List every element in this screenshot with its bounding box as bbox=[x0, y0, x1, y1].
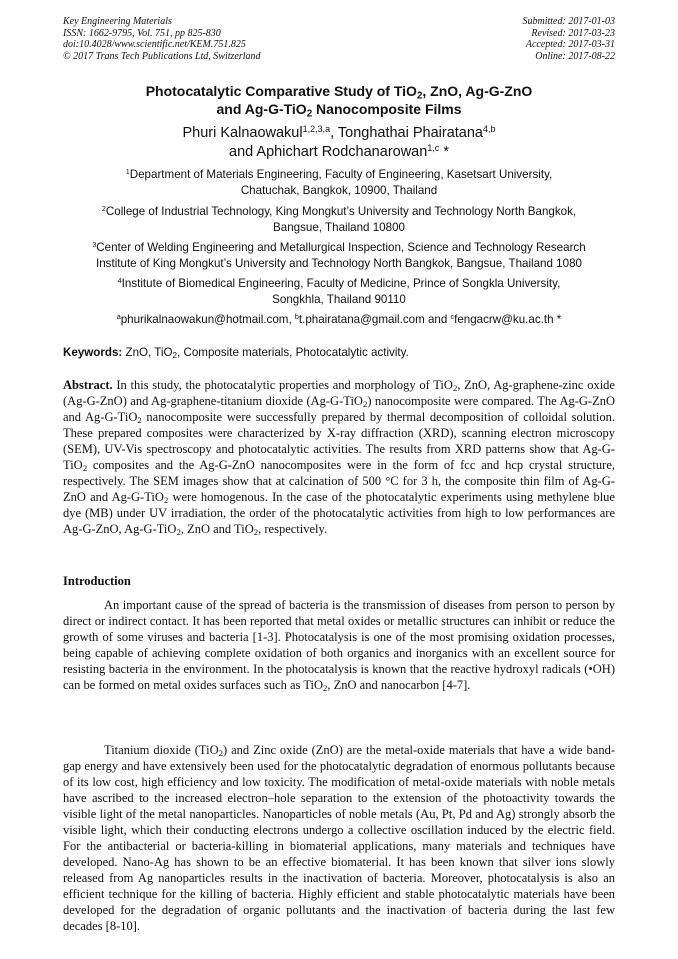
title-line-2: and Ag-G-TiO$_2$ Nanocomposite Films bbox=[216, 101, 462, 120]
intro-paragraph-1: An important cause of the spread of bacteria is the transmission of diseases from person to person by direct or indirect contact. It has been reported that metal oxides or metallic structures can inhibit or reduce the growth of some viruses and bacteria [1-3]. Photocatalysis is one of the most promising oxidation processes, being capable of achieving complete oxidation of both organics and inorganics with an excellent source for resisting bacteria in the environment. In the photocatalysis is known that the reactive hydroxyl radicals (•OH) can be formed on metal oxides surfaces such as TiO$_2$, ZnO and nanocarbon [4-7]. bbox=[63, 598, 615, 694]
keywords: Keywords: ZnO, TiO$_2$, Composite materials, Photocatalytic activity. bbox=[63, 346, 409, 361]
corresponding-author-star: * bbox=[439, 144, 449, 160]
email-link-a[interactable]: phurikalnaowakun@hotmail.com, bbox=[120, 313, 295, 326]
intro-paragraph-2: Titanium dioxide (TiO$_2$) and Zinc oxide (ZnO) are the metal-oxide materials that have a wide band-gap energy and have extensively been used for the photocatalytic degradation of enormous pollutants because of its low cost, high efficiency and low toxicity. The modification of metal-oxide materials with noble metals have ascribed to the increased electron–hole separation to the extension of the photoactivity towards the visible light of the metal nanoparticles. Nanoparticles of noble metals (Au, Pt, Pd and Ag) strongly absorb the visible light, which their conducting electrons undergo a collective oscillation induced by the electric field. For the antibacterial or bacteria-killing in biomaterial applications, many materials and techniques have developed. Nano-Ag has shown to be an effective biomaterial. It has been known that silver ions slowly released from Ag nanoparticles results in the inactivation of bacteria. Moreover, photocatalysis is also an efficient technique for the killing of bacteria. Highly efficient and stable photocatalytic materials have been developed for the degradation of organic pollutants and the inactivation of bacteria during the last few decades [8-10]. bbox=[63, 743, 615, 933]
author-name: Aphichart Rodchanarowan bbox=[256, 144, 428, 160]
issn: ISSN: 1662-9795, Vol. 751, pp 825-830 bbox=[63, 27, 221, 39]
author-list: Phuri Kalnaowakul$^{1,2,3,a}$, Tonghathai Phairatana$^{4,b}$ and Aphichart Rodchanarowan$^{1,c}$ * bbox=[182, 124, 496, 160]
journal-header-left bbox=[63, 16, 261, 62]
keywords-label: Keywords: bbox=[63, 346, 123, 359]
author-name: Tonghathai Phairatana bbox=[337, 125, 483, 141]
section-heading-introduction: Introduction bbox=[63, 574, 131, 588]
doi-link[interactable]: doi:10.4028/www.scientific.net/KEM.751.825 bbox=[63, 39, 246, 51]
revised-date: Revised: 2017-03-23 bbox=[531, 27, 615, 39]
email-link-c[interactable]: fengacrw@ku.ac.th * bbox=[454, 313, 562, 326]
journal-name: Key Engineering Materials bbox=[63, 16, 172, 27]
author-name: Phuri Kalnaowakul bbox=[182, 125, 303, 141]
copyright: © 2017 Trans Tech Publications Ltd, Switzerland bbox=[63, 50, 261, 62]
journal-header-right bbox=[523, 16, 616, 62]
author-emails: $^a$phurikalnaowakun@hotmail.com, $^b$t.phairatana@gmail.com and $^c$fengacrw@ku.ac.th * bbox=[116, 312, 562, 326]
abstract-label: Abstract. bbox=[63, 378, 113, 392]
affiliation-2: $^2$College of Industrial Technology, King Mongkut’s University and Technology North Bangkok, Bangsue, Thailand 10800 bbox=[101, 204, 577, 234]
email-link-b[interactable]: t.phairatana@gmail.com and bbox=[298, 313, 451, 326]
accepted-date: Accepted: 2017-03-31 bbox=[525, 39, 615, 51]
abstract: Abstract. In this study, the photocatalytic properties and morphology of TiO$_2$, ZnO, Ag-graphene-zinc oxide (Ag-G-ZnO) and Ag-graphene-titanium dioxide (Ag-G-TiO$_2$) nanocomposite were compared. The Ag-G-ZnO and Ag-G-TiO$_2$ nanocomposite were successfully prepared by thermal decomposition of colloidal solution. These prepared composites were characterized by X-ray diffraction (XRD), scanning electron microscopy (SEM), UV-Vis spectroscopy and photocatalytic activities. The results from XRD patterns show that Ag-G-TiO$_2$ composites and the Ag-G-ZnO nanocomposites were in the form of fcc and hcp crystal structure, respectively. The SEM images show that at calcination of 500 °C for 3 h, the composite thin film of Ag-G-ZnO and Ag-G-TiO$_2$ were homogenous. In the case of the photocatalytic experiments using methylene blue dye (MB) under UV irradiation, the order of the photocatalytic activities from high to low performances are Ag-G-ZnO, Ag-G-TiO$_2$, ZnO and TiO$_2$, respectively. bbox=[63, 378, 616, 538]
affiliation-3: $^3$Center of Welding Engineering and Metallurgical Inspection, Science and Technology Research Institute of King Mongkut’s University and Technology North Bangkok, Bangsue, Thailand 1080 bbox=[92, 240, 586, 270]
online-date: Online: 2017-08-22 bbox=[535, 50, 615, 62]
affiliation-4: $^4$Institute of Biomedical Engineering, Faculty of Medicine, Prince of Songkla University, Songkhla, Thailand 90110 bbox=[117, 276, 561, 306]
affiliation-1: $^1$Department of Materials Engineering, Faculty of Engineering, Kasetsart University, Chatuchak, Bangkok, 10900, Thailand bbox=[125, 167, 553, 197]
submitted-date: Submitted: 2017-01-03 bbox=[522, 16, 615, 27]
paper-title bbox=[0, 82, 678, 118]
title-line-1: Photocatalytic Comparative Study of TiO$_2$, ZnO, Ag-G-ZnO bbox=[145, 83, 533, 102]
